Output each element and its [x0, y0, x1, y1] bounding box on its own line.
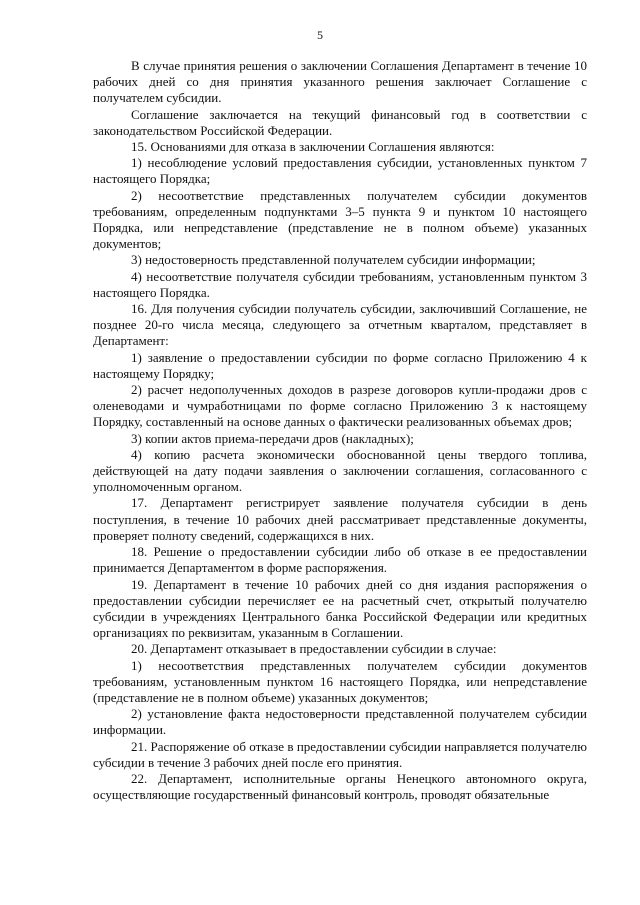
paragraph: 16. Для получения субсидии получатель субсидии, заключивший Соглашение, не позднее 20-го числа месяца, следующего за отчетным кварталом, представляет в Департамент:: [93, 301, 587, 349]
paragraph: 2) несоответствие представленных получателем субсидии документов требованиям, определенным подпунктами 3–5 пункта 9 и пунктом 10 настоящего Порядка, или непредставление (представление не в полном объеме) указанных документов;: [93, 187, 587, 252]
paragraph: 2) расчет недополученных доходов в разрезе договоров купли-продажи дров с оленеводами и чумработницами по форме согласно Приложению 3 к настоящему Порядку, составленный на основе данных о фактически реализованных объемах дров;: [93, 382, 587, 430]
paragraph: Соглашение заключается на текущий финансовый год в соответствии с законодательством Российской Федерации.: [93, 106, 587, 138]
paragraph: В случае принятия решения о заключении Соглашения Департамент в течение 10 рабочих дней со дня принятия указанного решения заключает Соглашение с получателем субсидии.: [93, 58, 587, 106]
paragraph: 3) недостоверность представленной получателем субсидии информации;: [131, 252, 536, 268]
paragraph: 17. Департамент регистрирует заявление получателя субсидии в день поступления, в течение 10 рабочих дней рассматривает представленные документы, проверяет полноту сведений, содержащихся в них.: [93, 495, 587, 543]
paragraph: 1) несоблюдение условий предоставления субсидии, установленных пунктом 7 настоящего Порядка;: [93, 155, 587, 187]
paragraph: 2) установление факта недостоверности представленной получателем субсидии информации.: [93, 706, 587, 738]
paragraph: 18. Решение о предоставлении субсидии либо об отказе в ее предоставлении принимается Департаментом в форме распоряжения.: [93, 544, 587, 576]
document-body: [93, 58, 587, 803]
paragraph: 22. Департамент, исполнительные органы Ненецкого автономного округа, осуществляющие государственный финансовый контроль, проводят обязательные: [93, 770, 587, 803]
paragraph: 15. Основаниями для отказа в заключении Соглашения являются:: [131, 139, 495, 155]
paragraph: 1) несоответствия представленных получателем субсидии документов требованиям, установленным пунктом 16 настоящего Порядка, или непредставление (представление не в полном объеме) указанных документов;: [93, 657, 587, 705]
page-number: 5: [317, 28, 323, 42]
paragraph: 4) копию расчета экономически обоснованной цены твердого топлива, действующей на дату подачи заявления о заключении соглашения, согласованного с уполномоченным органом.: [93, 446, 587, 495]
paragraph: 19. Департамент в течение 10 рабочих дней со дня издания распоряжения о предоставлении субсидии перечисляет ее на расчетный счет, открытый получателю субсидии в учреждениях Центрального банка Российской Федерации или кредитных организациях по реквизитам, указанным в Соглашении.: [93, 576, 587, 641]
paragraph: 21. Распоряжение об отказе в предоставлении субсидии направляется получателю субсидии в течение 3 рабочих дней после его принятия.: [93, 738, 587, 770]
paragraph: 3) копии актов приема-передачи дров (накладных);: [131, 430, 414, 446]
paragraph: 20. Департамент отказывает в предоставлении субсидии в случае:: [131, 641, 497, 657]
paragraph: 4) несоответствие получателя субсидии требованиям, установленным пунктом 3 настоящего Порядка.: [93, 268, 587, 300]
paragraph: 1) заявление о предоставлении субсидии по форме согласно Приложению 4 к настоящему Порядку;: [93, 349, 587, 381]
